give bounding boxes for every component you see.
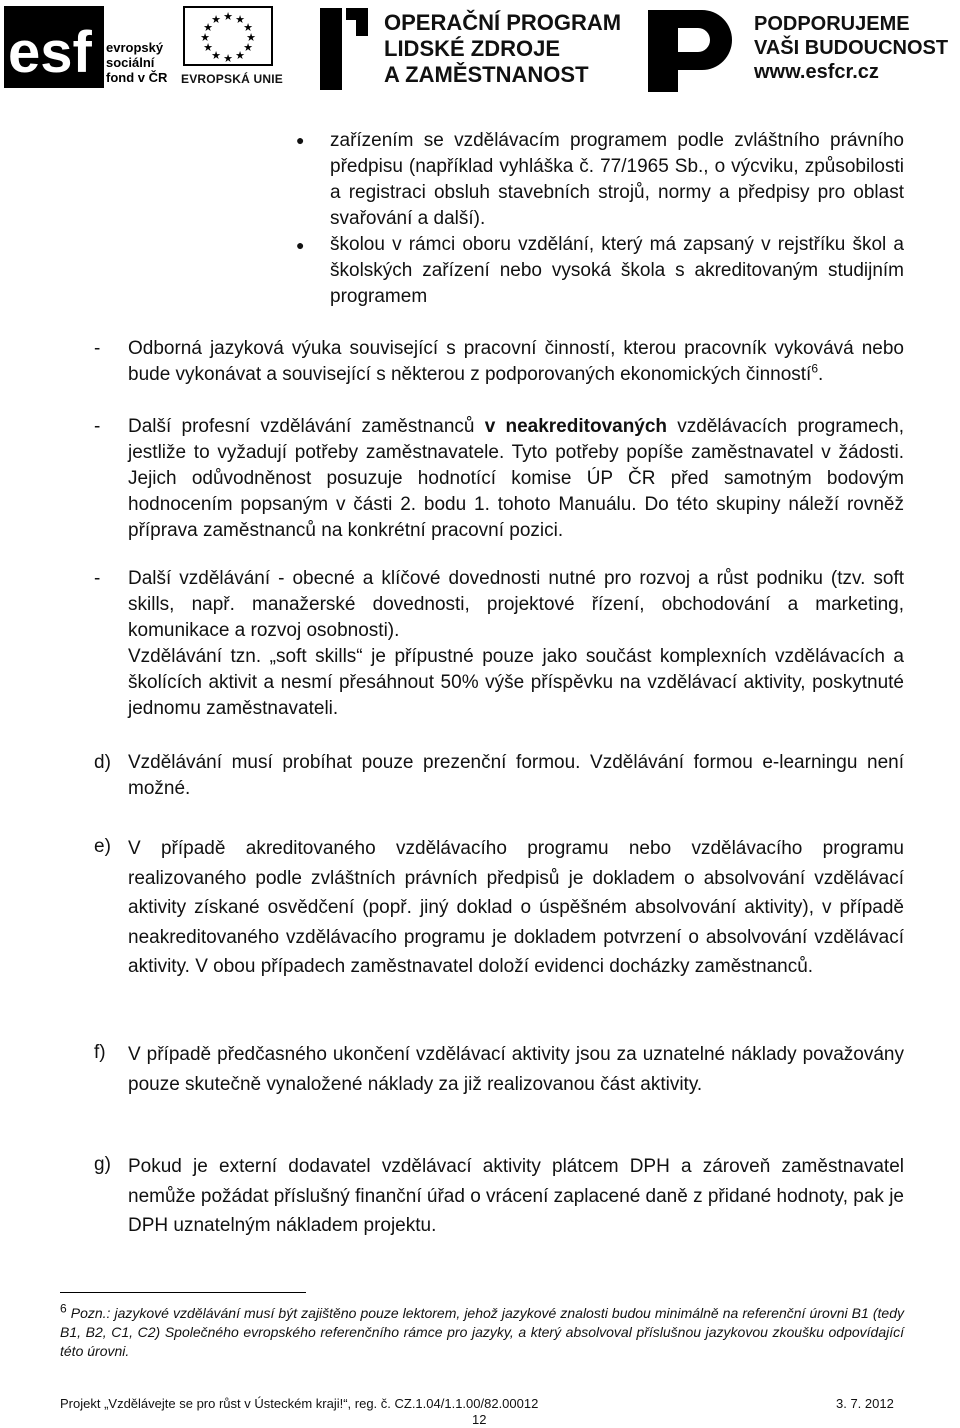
eu-label: EVROPSKÁ UNIE: [181, 72, 283, 86]
svg-text:★: ★: [211, 13, 221, 26]
podporujeme-text: PODPORUJEME VAŠI BUDOUCNOST www.esfcr.cz: [754, 13, 949, 83]
svg-text:★: ★: [243, 21, 253, 34]
svg-text:★: ★: [243, 41, 253, 54]
svg-text:★: ★: [223, 10, 233, 23]
footer-project: Projekt „Vzdělávejte se pro růst v Ústeckém kraji!“, reg. č. CZ.1.04/1.1.00/82.00012: [60, 1396, 539, 1411]
dash-marker: -: [94, 338, 101, 359]
item-label: d): [94, 752, 111, 773]
dash-item-soft-skills: Další vzdělávání - obecné a klíčové dovednosti nutné pro rozvoj a růst podniku (tzv. soft skills, např. manažerské dovednosti, projektové řízení, obchodování a marketing, komunikace a rozvoj osobnosti). Vzdělávání tzn. „soft skills“ je přípustné pouze jako součást komplexních vzdělávacích a školících aktivit a nesmí přesáhnout 50% výše příspěvku na vzdělávací aktivity, poskytnuté jednomu zaměstnavateli.: [128, 568, 904, 719]
footnote-text: Pozn.: jazykové vzdělávání musí být zajištěno pouze lektorem, jehož jazykové znalosti budou minimálně na referenční úrovni B1 (tedy B1, B2, C1, C2) Společného evropského referenčního rámce pro jazyky, a který absolvoval příslušnou jazykovou zkoušku odpovídající této úrovni.: [60, 1305, 904, 1359]
footnote-ref: 6: [811, 361, 819, 376]
item-text: V případě akreditovaného vzdělávacího programu nebo vzdělávacího programu realizovaného podle zvláštních právních předpisů je dokladem o absolvování vzdělávací aktivity získané osvědčení (popř. jiný doklad o úspěšném absolvování aktivity), v případě neakreditovaného vzdělávacího programu je dokladem potvrzení o absolvování vzdělávací aktivity. V obou případech zaměstnavatel doloží evidenci docházky zaměstnanců.: [128, 838, 904, 977]
svg-text:★: ★: [203, 41, 213, 54]
podporujeme-logo-icon: [642, 6, 742, 92]
footnote: [60, 1301, 904, 1361]
footnote-number: 6: [60, 1301, 67, 1316]
page-number: 12: [472, 1412, 487, 1427]
eu-flag-logo: [183, 6, 273, 66]
op-logo-icon: [316, 6, 374, 92]
item-text: Pokud je externí dodavatel vzdělávací aktivity plátcem DPH a zároveň zaměstnavatel nemůže požádat příslušný finanční úřad o vrácení zaplacené daně z přidané hodnoty, pak je DPH uznatelným nákladem projektu.: [128, 1156, 904, 1236]
bullet-item: školou v rámci oboru vzdělání, který má zapsaný v rejstříku škol a školských zařízení nebo vysoká škola s akreditovaným studijním programem: [330, 234, 904, 307]
item-label: f): [94, 1042, 106, 1063]
dash-marker: -: [94, 568, 101, 589]
op-program-title: OPERAČNÍ PROGRAM LIDSKÉ ZDROJE A ZAMĚSTNANOST: [384, 10, 622, 87]
footer-date: 3. 7. 2012: [836, 1396, 894, 1411]
dash-marker: -: [94, 416, 101, 437]
footnote-rule: [60, 1292, 306, 1293]
svg-text:★: ★: [235, 49, 245, 62]
dash-item-professional: Další profesní vzdělávání zaměstnanců v neakreditovaných vzdělávacích programech, jestliže to vyžadují potřeby zaměstnavatele. Tyto potřeby popíše zaměstnavatel v žádosti. Jejich odůvodněnost posuzuje hodnotící komise ÚP ČR před samotným bodovým hodnocením popsaným v části 2. bodu 1. tohoto Manuálu. Do této skupiny náleží rovněž příprava zaměstnanců na konkrétní pracovní pozici.: [128, 416, 904, 541]
esf-subtitle: evropský sociální fond v ČR: [106, 40, 168, 85]
esf-logo: [4, 6, 104, 88]
svg-text:★: ★: [211, 49, 221, 62]
dash-item-language: Odborná jazyková výuka související s pracovní činností, kterou pracovník vykovává nebo bude vykonávat a související s některou z podporovaných ekonomických činností$^6$.: [128, 338, 904, 385]
item-label: g): [94, 1154, 111, 1175]
esf-logo-text: esf: [8, 20, 92, 85]
bullet-item: zařízením se vzdělávacím programem podle zvláštního právního předpisu (například vyhláška č. 77/1965 Sb., o výcviku, způsobilosti a registraci obsluh stavebních strojů, normy a předpisy pro oblast svařování a další).: [330, 130, 904, 229]
item-text: V případě předčasného ukončení vzdělávací aktivity jsou za uznatelné náklady považovány pouze skutečně vynaložené náklady za již realizovanou část aktivity.: [128, 1044, 904, 1095]
bullet-dot: ●: [296, 237, 305, 253]
svg-text:★: ★: [235, 13, 245, 26]
svg-text:★: ★: [203, 21, 213, 34]
item-label: e): [94, 836, 111, 857]
svg-text:★: ★: [200, 31, 210, 44]
svg-text:★: ★: [246, 31, 256, 44]
item-text: Vzdělávání musí probíhat pouze prezenční formou. Vzdělávání formou e-learningu není možné.: [128, 752, 904, 799]
bullet-dot: ●: [296, 132, 305, 148]
svg-text:★: ★: [223, 52, 233, 64]
